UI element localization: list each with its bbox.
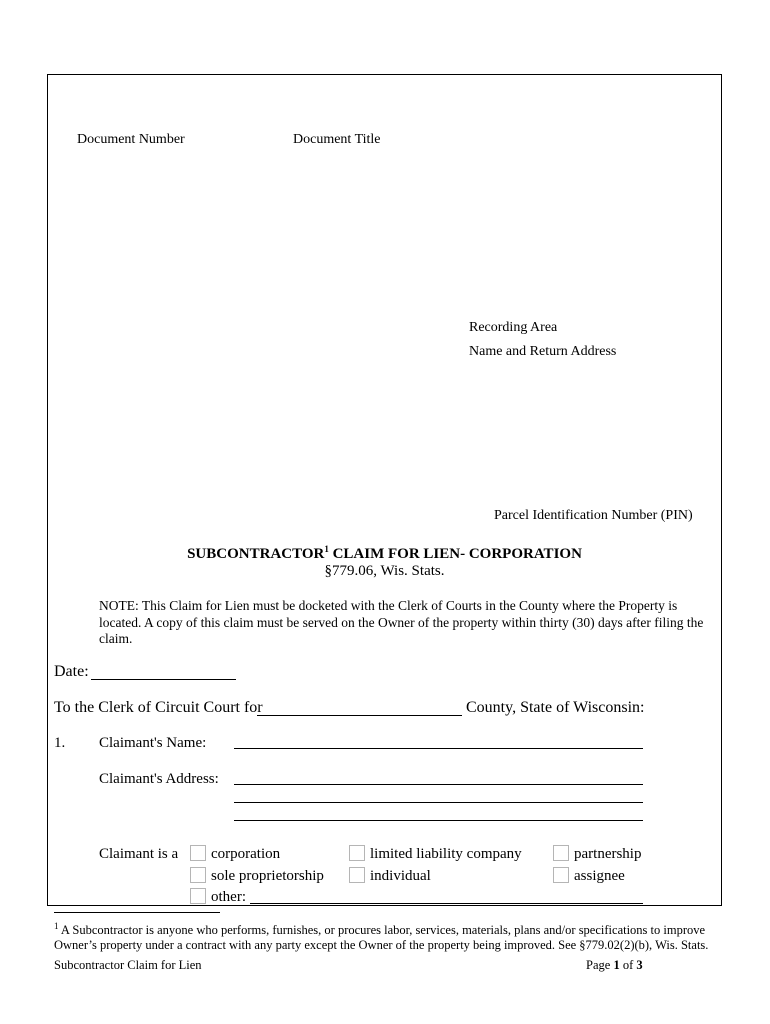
page-prefix: Page [586, 958, 614, 972]
document-number-label: Document Number [77, 132, 185, 147]
claimant-name-label: Claimant's Name: [99, 735, 207, 751]
date-label: Date: [54, 663, 89, 680]
assignee-checkbox[interactable] [553, 867, 569, 883]
footer-document-name: Subcontractor Claim for Lien [54, 958, 202, 972]
statute-reference: §779.06, Wis. Stats. [324, 563, 445, 579]
assignee-label: assignee [574, 868, 625, 884]
other-checkbox[interactable] [190, 888, 206, 904]
clerk-suffix: County, State of Wisconsin: [466, 699, 645, 716]
sole-proprietorship-checkbox[interactable] [190, 867, 206, 883]
claimant-address-field-1[interactable] [234, 784, 643, 785]
date-field[interactable] [91, 679, 236, 680]
document-title [47, 544, 722, 563]
recording-area-label: Recording Area [469, 320, 558, 335]
claimant-name-field[interactable] [234, 748, 643, 749]
page-current: 1 [613, 958, 620, 972]
corporation-checkbox[interactable] [190, 845, 206, 861]
clerk-prefix: To the Clerk of Circuit Court for [54, 699, 263, 716]
individual-checkbox[interactable] [349, 867, 365, 883]
sole-proprietorship-label: sole proprietorship [211, 868, 324, 884]
other-label: other: [211, 889, 246, 905]
item-number: 1. [54, 735, 66, 751]
title-main: SUBCONTRACTOR [187, 546, 325, 562]
llc-checkbox[interactable] [349, 845, 365, 861]
title-footnote-ref: 1 [324, 544, 329, 554]
claimant-address-field-3[interactable] [234, 820, 643, 821]
partnership-label: partnership [574, 846, 642, 862]
footnote-separator [54, 912, 220, 913]
claimant-is-label: Claimant is a [99, 846, 179, 862]
partnership-checkbox[interactable] [553, 845, 569, 861]
claimant-address-field-2[interactable] [234, 802, 643, 803]
llc-label: limited liability company [370, 846, 522, 862]
title-rest: CLAIM FOR LIEN- CORPORATION [328, 546, 582, 562]
page-total: 3 [636, 958, 643, 972]
other-field[interactable] [250, 903, 643, 904]
claimant-address-label: Claimant's Address: [99, 771, 219, 787]
note-text: NOTE: This Claim for Lien must be docketed with the Clerk of Courts in the County where the Property is located. A copy of this claim must be served on the Owner of the property within thirty (30) days after filing the claim. [99, 598, 704, 646]
corporation-label: corporation [211, 846, 281, 862]
footnote-number: 1 [54, 921, 59, 931]
footnote-text: A Subcontractor is anyone who performs, furnishes, or procures labor, services, materials, plans and/or specifications to improve Owner’s property under a contract with any party except the Owner of the property being improved. See §779.02(2)(b), Wis. Stats. [54, 923, 709, 953]
return-address-label: Name and Return Address [469, 344, 617, 359]
page-indicator [586, 958, 643, 973]
individual-label: individual [370, 868, 431, 884]
footnote [54, 919, 724, 953]
pin-label: Parcel Identification Number (PIN) [494, 508, 693, 523]
county-field[interactable] [257, 715, 462, 716]
page-of: of [619, 958, 637, 972]
document-title-label: Document Title [293, 132, 381, 147]
